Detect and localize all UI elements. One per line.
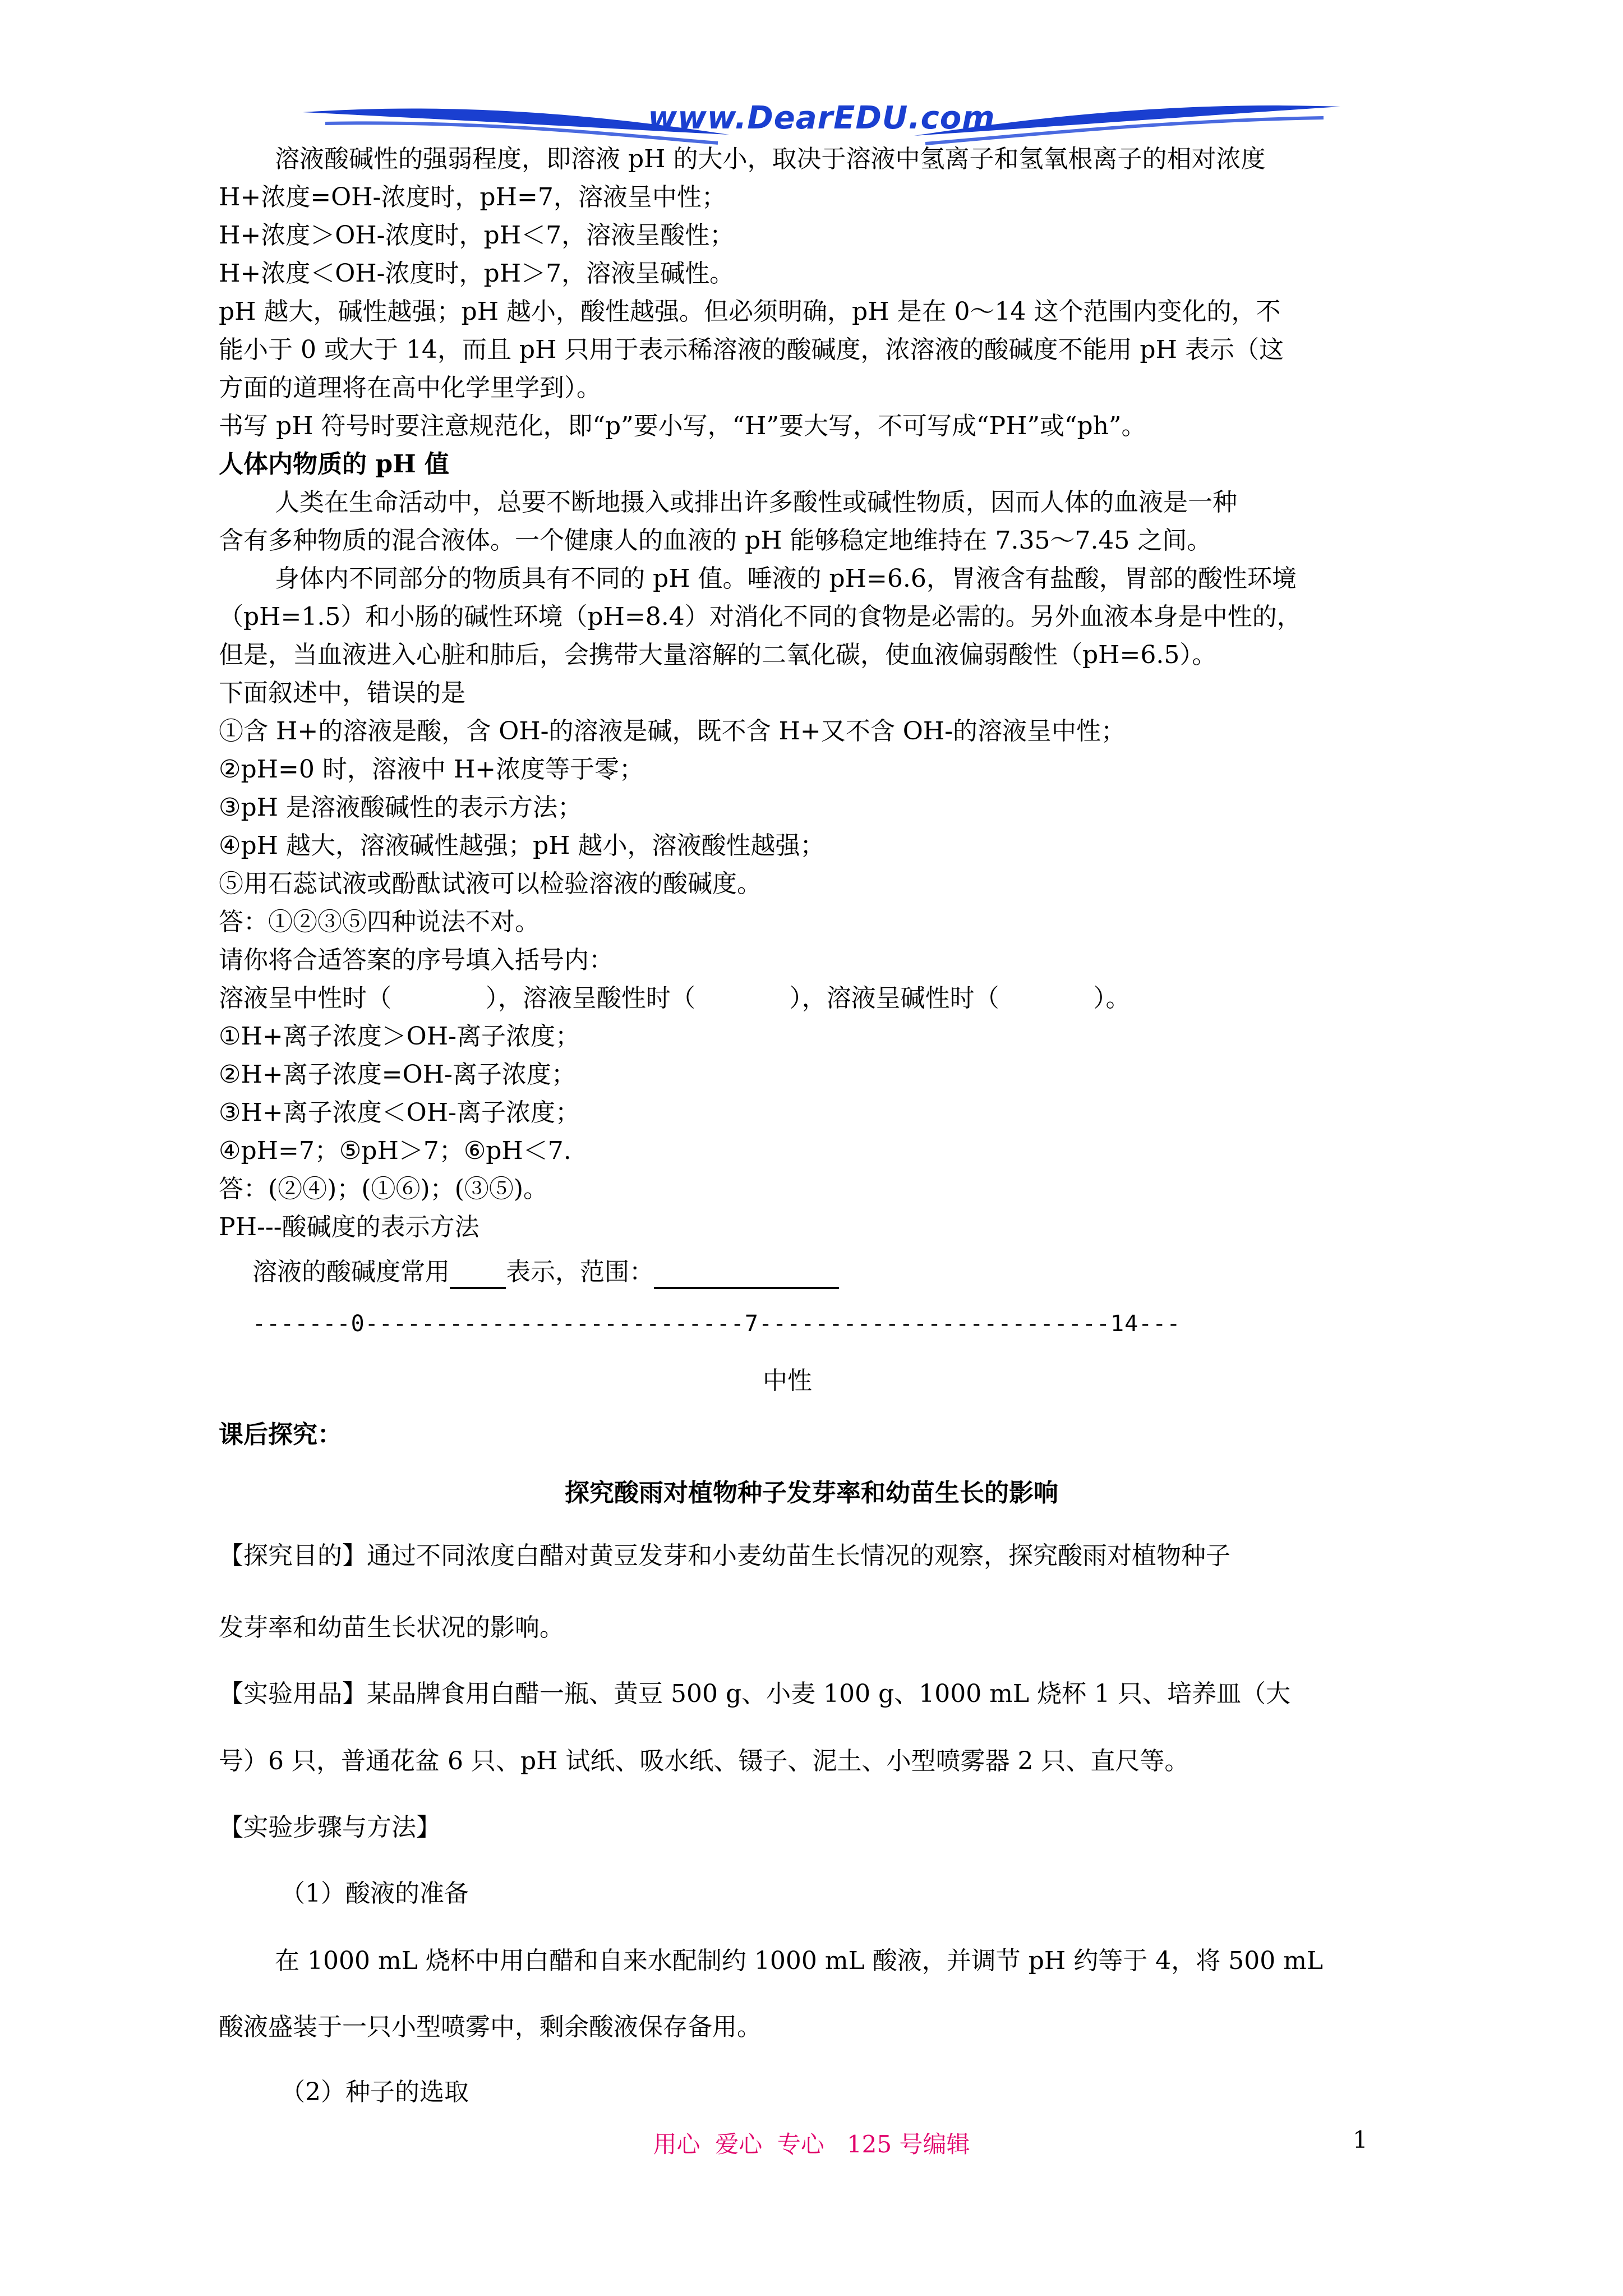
paragraph-line: 【实验步骤与方法】 bbox=[219, 1813, 441, 1842]
ph-scale-ruler: -------0---------------------------7-------------------------14--- bbox=[252, 1311, 1181, 1337]
text-line: 下面叙述中，错误的是 bbox=[219, 679, 465, 707]
paragraph-line: 发芽率和幼苗生长状况的影响。 bbox=[219, 1613, 564, 1642]
text-line: ①含 H+的溶液是酸，含 OH-的溶液是碱，既不含 H+又不含 OH-的溶液呈中性； bbox=[219, 717, 1126, 746]
scale-prompt-b: 表示，范围： bbox=[506, 1258, 654, 1286]
text-line: H+浓度=OH-浓度时，pH=7，溶液呈中性； bbox=[219, 183, 726, 211]
site-logo-text: www.DearEDU.com bbox=[648, 100, 995, 136]
text-line: ④pH 越大，溶液碱性越强；pH 越小，溶液酸性越强； bbox=[219, 831, 825, 860]
page-footer: 用心 爱心 专心 125 号编辑 bbox=[653, 2131, 970, 2158]
scale-prompt-a: 溶液的酸碱度常用 bbox=[252, 1258, 450, 1286]
text-line: ②pH=0 时，溶液中 H+浓度等于零； bbox=[219, 755, 644, 784]
answer-blank-2[interactable] bbox=[654, 1260, 839, 1289]
step-heading: （2）种子的选取 bbox=[280, 2078, 469, 2106]
scale-prompt bbox=[252, 1255, 839, 1289]
text-line: 答：①②③⑤四种说法不对。 bbox=[219, 908, 540, 936]
text-line: 人类在生命活动中，总要不断地摄入或排出许多酸性或碱性物质，因而人体的血液是一种 bbox=[275, 488, 1237, 517]
text-line: ④pH=7；⑤pH＞7；⑥pH＜7. bbox=[219, 1137, 571, 1165]
answer-blank-1[interactable] bbox=[450, 1260, 506, 1289]
text-line: 书写 pH 符号时要注意规范化，即“p”要小写，“H”要大写，不可写成“PH”或“ph”。 bbox=[219, 412, 1146, 440]
text-line: ①H+离子浓度＞OH-离子浓度； bbox=[219, 1022, 580, 1051]
text-line: ⑤用石蕊试液或酚酞试液可以检验溶液的酸碱度。 bbox=[219, 869, 762, 898]
paragraph-line: 在 1000 mL 烧杯中用白醋和自来水配制约 1000 mL 酸液，并调节 pH 约等于 4，将 500 mL bbox=[275, 1947, 1324, 1975]
text-line: pH 越大，碱性越强；pH 越小，酸性越强。但必须明确，pH 是在 0～14 这个范围内变化的，不 bbox=[219, 297, 1281, 326]
neutral-label: 中性 bbox=[763, 1366, 812, 1395]
section-heading: 人体内物质的 pH 值 bbox=[219, 450, 449, 478]
text-line: 身体内不同部分的物质具有不同的 pH 值。唾液的 pH=6.6，胃液含有盐酸，胃部的酸性环境 bbox=[275, 564, 1297, 593]
text-line: 请你将合适答案的序号填入括号内： bbox=[219, 946, 614, 974]
section-title: 探究酸雨对植物种子发芽率和幼苗生长的影响 bbox=[565, 1479, 1058, 1507]
text-line: （pH=1.5）和小肠的碱性环境（pH=8.4）对消化不同的食物是必需的。另外血液本身是中性的， bbox=[219, 602, 1302, 631]
paragraph-line: 【探究目的】通过不同浓度白醋对黄豆发芽和小麦幼苗生长情况的观察，探究酸雨对植物种子 bbox=[219, 1542, 1230, 1570]
section-heading: 课后探究： bbox=[219, 1420, 342, 1449]
text-line: 答：(②④)；(①⑥)；(③⑤)。 bbox=[219, 1175, 548, 1203]
text-line: PH---酸碱度的表示方法 bbox=[219, 1213, 479, 1241]
text-line: 能小于 0 或大于 14，而且 pH 只用于表示稀溶液的酸碱度，浓溶液的酸碱度不能用 pH 表示（这 bbox=[219, 335, 1284, 364]
paragraph-line: 【实验用品】某品牌食用白醋一瓶、黄豆 500 g、小麦 100 g、1000 mL 烧杯 1 只、培养皿（大 bbox=[219, 1680, 1291, 1708]
text-line: 含有多种物质的混合液体。一个健康人的血液的 pH 能够稳定地维持在 7.35～7.45 之间。 bbox=[219, 526, 1212, 555]
text-line: 溶液酸碱性的强弱程度，即溶液 pH 的大小，取决于溶液中氢离子和氢氧根离子的相对浓度 bbox=[275, 145, 1266, 173]
text-line: 但是，当血液进入心脏和肺后，会携带大量溶解的二氧化碳，使血液偏弱酸性（pH=6.5）。 bbox=[219, 641, 1217, 669]
text-line: 溶液呈中性时（ ），溶液呈酸性时（ ），溶液呈碱性时（ ）。 bbox=[219, 984, 1131, 1013]
page-number: 1 bbox=[1353, 2126, 1368, 2154]
text-line: ③pH 是溶液酸碱性的表示方法； bbox=[219, 793, 582, 822]
paragraph-line: 酸液盛装于一只小型喷雾中，剩余酸液保存备用。 bbox=[219, 2013, 762, 2041]
step-heading: （1）酸液的准备 bbox=[280, 1879, 469, 1908]
text-line: 方面的道理将在高中化学里学到）。 bbox=[219, 374, 601, 402]
text-line: ②H+离子浓度=OH-离子浓度； bbox=[219, 1060, 576, 1089]
paragraph-line: 号）6 只，普通花盆 6 只、pH 试纸、吸水纸、镊子、泥土、小型喷雾器 2 只、直尺等。 bbox=[219, 1747, 1189, 1775]
text-line: H+浓度＞OH-浓度时，pH＜7，溶液呈酸性； bbox=[219, 221, 735, 250]
text-line: H+浓度＜OH-浓度时，pH＞7，溶液呈碱性。 bbox=[219, 259, 735, 288]
text-line: ③H+离子浓度＜OH-离子浓度； bbox=[219, 1098, 580, 1127]
